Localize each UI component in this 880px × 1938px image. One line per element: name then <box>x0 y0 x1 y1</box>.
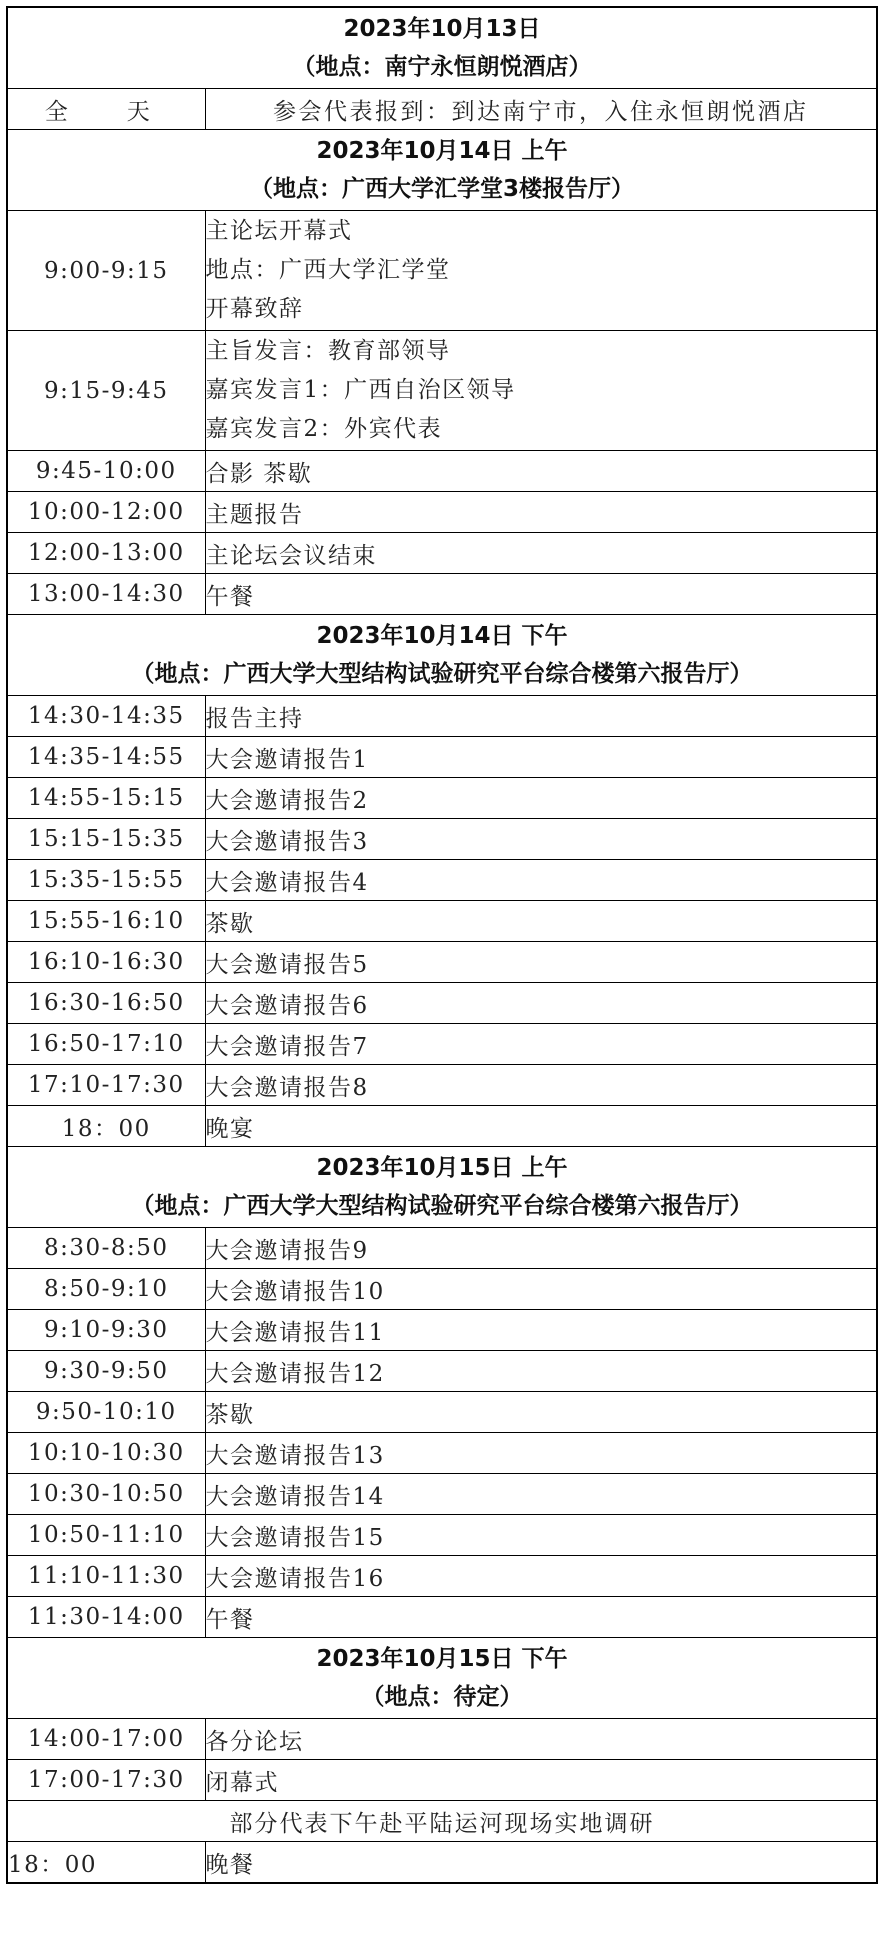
event-cell: 大会邀请报告14 <box>205 1474 877 1515</box>
note-cell: 部分代表下午赴平陆运河现场实地调研 <box>7 1801 877 1842</box>
event-line: 嘉宾发言1：广西自治区领导 <box>205 377 516 403</box>
schedule-row <box>7 1474 877 1515</box>
schedule-row <box>7 1597 877 1638</box>
section-header <box>7 130 877 211</box>
schedule-row <box>7 983 877 1024</box>
schedule-row <box>7 737 877 778</box>
schedule-row <box>7 331 877 451</box>
event-line: 嘉宾发言2：外宾代表 <box>205 416 443 442</box>
schedule-row <box>7 1515 877 1556</box>
event-cell: 大会邀请报告15 <box>205 1515 877 1556</box>
section-header-cell <box>7 1638 877 1719</box>
schedule-row <box>7 1392 877 1433</box>
time-cell: 8:50-9:10 <box>7 1269 205 1310</box>
section-date: 2023年10月13日 <box>343 16 541 42</box>
event-cell: 茶歇 <box>205 1392 877 1433</box>
event-cell: 大会邀请报告16 <box>205 1556 877 1597</box>
section-location: （地点：广西大学大型结构试验研究平台综合楼第六报告厅） <box>131 1193 753 1219</box>
time-cell: 10:50-11:10 <box>7 1515 205 1556</box>
event-cell: 大会邀请报告1 <box>205 737 877 778</box>
schedule-table <box>6 6 878 1884</box>
time-cell: 14:55-15:15 <box>7 778 205 819</box>
event-cell: 茶歇 <box>205 901 877 942</box>
event-cell: 大会邀请报告5 <box>205 942 877 983</box>
time-cell: 10:30-10:50 <box>7 1474 205 1515</box>
time-cell: 11:10-11:30 <box>7 1556 205 1597</box>
time-cell: 12:00-13:00 <box>7 533 205 574</box>
section-location: （地点：待定） <box>361 1684 523 1710</box>
event-cell: 大会邀请报告6 <box>205 983 877 1024</box>
schedule-row <box>7 1351 877 1392</box>
event-cell: 大会邀请报告9 <box>205 1228 877 1269</box>
event-cell: 大会邀请报告8 <box>205 1065 877 1106</box>
event-cell: 大会邀请报告2 <box>205 778 877 819</box>
event-cell: 午餐 <box>205 1597 877 1638</box>
time-cell: 9:10-9:30 <box>7 1310 205 1351</box>
schedule-row <box>7 451 877 492</box>
event-cell: 主论坛会议结束 <box>205 533 877 574</box>
event-cell: 参会代表报到：到达南宁市，入住永恒朗悦酒店 <box>205 89 877 130</box>
time-cell: 全 天 <box>7 89 205 130</box>
event-cell: 各分论坛 <box>205 1719 877 1760</box>
schedule-row <box>7 1760 877 1801</box>
section-header <box>7 7 877 89</box>
event-cell <box>205 211 877 331</box>
time-cell: 17:00-17:30 <box>7 1760 205 1801</box>
time-cell: 14:35-14:55 <box>7 737 205 778</box>
section-date: 2023年10月15日 上午 <box>316 1155 568 1181</box>
event-cell <box>205 331 877 451</box>
event-cell: 午餐 <box>205 574 877 615</box>
note-row <box>7 1801 877 1842</box>
section-header-cell <box>7 615 877 696</box>
event-line: 主旨发言：教育部领导 <box>205 338 451 364</box>
event-cell: 报告主持 <box>205 696 877 737</box>
time-cell: 15:35-15:55 <box>7 860 205 901</box>
section-header-cell <box>7 7 877 89</box>
section-location: （地点：广西大学汇学堂3楼报告厅） <box>249 176 634 202</box>
schedule-row <box>7 533 877 574</box>
section-location: （地点：南宁永恒朗悦酒店） <box>292 54 592 80</box>
event-cell: 晚餐 <box>205 1842 877 1884</box>
schedule-row <box>7 942 877 983</box>
time-cell: 9:50-10:10 <box>7 1392 205 1433</box>
time-cell: 17:10-17:30 <box>7 1065 205 1106</box>
time-cell: 8:30-8:50 <box>7 1228 205 1269</box>
section-date: 2023年10月15日 下午 <box>316 1646 568 1672</box>
schedule-row <box>7 1106 877 1147</box>
schedule-row <box>7 1556 877 1597</box>
schedule-row <box>7 211 877 331</box>
schedule-row <box>7 1228 877 1269</box>
schedule-row <box>7 901 877 942</box>
schedule-row <box>7 696 877 737</box>
time-cell: 18：00 <box>7 1106 205 1147</box>
time-cell: 10:10-10:30 <box>7 1433 205 1474</box>
event-cell: 大会邀请报告12 <box>205 1351 877 1392</box>
event-cell: 闭幕式 <box>205 1760 877 1801</box>
time-cell: 16:30-16:50 <box>7 983 205 1024</box>
event-cell: 大会邀请报告4 <box>205 860 877 901</box>
section-header <box>7 1638 877 1719</box>
section-location: （地点：广西大学大型结构试验研究平台综合楼第六报告厅） <box>131 661 753 687</box>
time-cell: 11:30-14:00 <box>7 1597 205 1638</box>
section-header <box>7 1147 877 1228</box>
event-cell: 大会邀请报告3 <box>205 819 877 860</box>
section-date: 2023年10月14日 下午 <box>316 623 568 649</box>
section-header <box>7 615 877 696</box>
time-cell: 16:10-16:30 <box>7 942 205 983</box>
schedule-row <box>7 1024 877 1065</box>
time-cell: 9:45-10:00 <box>7 451 205 492</box>
time-cell: 13:00-14:30 <box>7 574 205 615</box>
time-cell: 9:15-9:45 <box>7 331 205 451</box>
time-cell: 9:30-9:50 <box>7 1351 205 1392</box>
schedule-row <box>7 1065 877 1106</box>
schedule-row <box>7 1433 877 1474</box>
event-line: 地点：广西大学汇学堂 <box>205 257 451 283</box>
time-cell: 16:50-17:10 <box>7 1024 205 1065</box>
event-line: 主论坛开幕式 <box>205 218 353 244</box>
schedule-row <box>7 1310 877 1351</box>
schedule-row <box>7 860 877 901</box>
event-cell: 大会邀请报告7 <box>205 1024 877 1065</box>
event-cell: 大会邀请报告10 <box>205 1269 877 1310</box>
event-cell: 晚宴 <box>205 1106 877 1147</box>
event-cell: 合影 茶歇 <box>205 451 877 492</box>
time-cell: 15:55-16:10 <box>7 901 205 942</box>
time-cell: 14:30-14:35 <box>7 696 205 737</box>
schedule-row <box>7 89 877 130</box>
schedule-row <box>7 492 877 533</box>
time-cell: 9:00-9:15 <box>7 211 205 331</box>
time-cell: 14:00-17:00 <box>7 1719 205 1760</box>
section-date: 2023年10月14日 上午 <box>316 138 568 164</box>
time-cell: 15:15-15:35 <box>7 819 205 860</box>
schedule-row <box>7 819 877 860</box>
event-line: 开幕致辞 <box>205 296 304 322</box>
event-cell: 大会邀请报告13 <box>205 1433 877 1474</box>
event-cell: 大会邀请报告11 <box>205 1310 877 1351</box>
event-cell: 主题报告 <box>205 492 877 533</box>
schedule-row <box>7 778 877 819</box>
schedule-row <box>7 1719 877 1760</box>
time-cell: 10:00-12:00 <box>7 492 205 533</box>
section-header-cell <box>7 130 877 211</box>
time-cell: 18：00 <box>7 1842 205 1884</box>
schedule-row <box>7 1269 877 1310</box>
schedule-row <box>7 574 877 615</box>
schedule-row <box>7 1842 877 1884</box>
section-header-cell <box>7 1147 877 1228</box>
